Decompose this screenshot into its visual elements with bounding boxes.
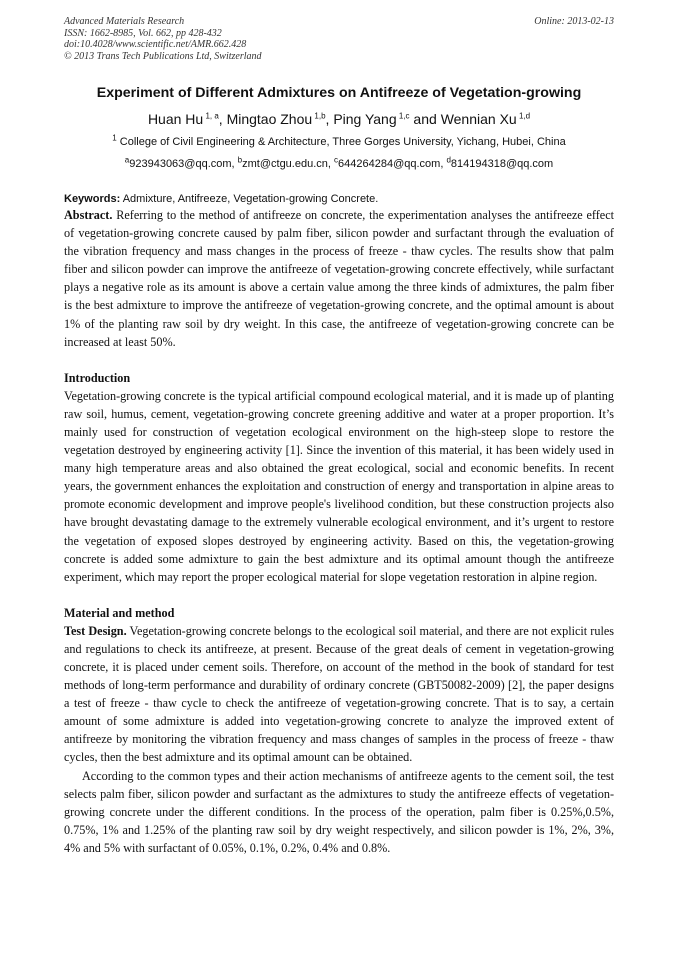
paper-title: Experiment of Different Admixtures on Antifreeze of Vegetation-growing xyxy=(96,85,582,101)
email-mark: d xyxy=(446,155,451,165)
paper-page xyxy=(64,16,614,857)
keywords xyxy=(64,192,614,206)
email-address[interactable]: 923943063@qq.com xyxy=(129,158,232,170)
author-name: Mingtao Zhou xyxy=(226,111,313,127)
abstract-label: Abstract. xyxy=(64,208,113,222)
test-design-label: Test Design. xyxy=(64,623,127,638)
section-heading-introduction: Introduction xyxy=(64,370,131,385)
issn-line: ISSN: 1662-8985, Vol. 662, pp 428-432 xyxy=(64,27,222,39)
author-separator: , xyxy=(218,111,227,127)
abstract xyxy=(64,206,614,351)
email-mark: b xyxy=(237,155,243,165)
email-mark: a xyxy=(124,155,130,165)
affiliation-text: College of Civil Engineering & Architecture, Three Gorges University, Yichang, Hubei, China xyxy=(119,136,566,148)
author-affiliation-mark: 1,d xyxy=(518,111,531,121)
keywords-text: Admixture, Antifreeze, Vegetation-growing Concrete. xyxy=(122,193,379,205)
journal-name: Advanced Materials Research xyxy=(64,16,185,27)
affiliation-mark: 1 xyxy=(112,133,117,143)
author-separator: , xyxy=(325,111,334,127)
doi-line: doi:10.4028/www.scientific.net/AMR.662.428 xyxy=(64,39,247,50)
affiliation xyxy=(64,135,614,149)
author-affiliation-mark: 1,c xyxy=(398,111,410,121)
author-name: Wennian Xu xyxy=(440,111,517,127)
author-list xyxy=(64,110,614,128)
online-date: Online: 2013-02-13 xyxy=(534,16,614,27)
introduction-paragraph: Vegetation-growing concrete is the typical artificial compound ecological material, and it is made up of planting raw soil, humus, cement, vegetation-growing concrete greening additive and water at a proper proportion. It’s mainly used for construction of vegetation ecological environment on the high-steep slope to restore the vegetation destroyed by engineering activity [1]. Since the invention of this material, it has been widely used in many high temperature areas and also obtained the great ecological, social and economic benefits. In recent years, the government enhances the exploitation and construction of energy and transportation in alpine areas to promote economic development and improve people's livelihood condition, but these construction projects also have brought devastating damage to the extremely vulnerable ecological environment, and it’s urgent to restore the vegetation of exposed slopes destroyed by engineering activity. Based on this, the vegetation-growing concrete is added some admixture to gain the best admixture and its optimal amount though the antifreeze experiment, which may report the proper ecological material for slope vegetation restoration in alpine region. xyxy=(64,388,614,584)
test-design-text: Vegetation-growing concrete belongs to the ecological soil material, and there are not explicit rules and regulations to check its antifreeze, at present. Because of the great deals of cement in vegetation-growing concrete, it is placed under cement soils. Therefore, on account of the method in the book of standard for test methods of long-term performance and durability of ordinary concrete (GBT50082-2009) [2], the paper designs a test of freeze - thaw cycle to check the antifreeze of vegetation-growing concrete. That is to say, a certain amount of some admixture is added into vegetation-growing concrete to analyze the improved extent of antifreeze by monitoring the vibration frequency and mass changes of samples in the process of freeze - thaw cycles, then the best admixture and its optimal amount can be obtained. xyxy=(64,623,615,765)
author-name: Ping Yang xyxy=(333,111,397,127)
journal-header xyxy=(64,16,614,66)
email-mark: c xyxy=(334,155,339,165)
copyright-line: © 2013 Trans Tech Publications Ltd, Switzerland xyxy=(64,50,262,62)
author-affiliation-mark: 1, a xyxy=(205,111,219,121)
email-list: $^a$923943063@qq.com, $^b$zmt@ctgu.edu.cn, $^c$644264284@qq.com, $^d$814194318@qq.com xyxy=(124,155,554,170)
email-address[interactable]: zmt@ctgu.edu.cn xyxy=(242,158,328,170)
author-affiliation-mark: 1,b xyxy=(314,111,326,121)
keywords-label: Keywords: xyxy=(64,193,121,205)
section-heading-material-method: Material and method xyxy=(64,605,175,620)
author-name: Huan Hu xyxy=(147,111,204,127)
abstract-text: Referring to the method of antifreeze on concrete, the experimentation analyses the antifreeze effect of vegetation-growing concrete caused by palm fiber, silicon powder and surfactant through the evaluation of the vibration frequency and mass changes in the process of freeze - thaw cycles. The results show that palm fiber and silicon powder can improve the antifreeze of vegetation-growing concrete effectively, while surfactant plays a negative role as its amount is above a certain value among the three kinds of admixtures, the palm fiber is the best admixture to improve the antifreeze of vegetation-growing concrete, and the optimal amount is about 1% of the planting raw soil by dry weight. In this case, the antifreeze of vegetation-growing concrete can be increased at least 50%. xyxy=(64,208,615,349)
admixture-paragraph: According to the common types and their action mechanisms of antifreeze agents to the cement soil, the test selects palm fiber, silicon powder and surfactant as the admixtures to study the antifreeze effects of vegetation-growing concrete under the different conditions. In the process of the operation, palm fiber is 0.25%,0.5%, 0.75%, 1% and 1.25% of the planting raw soil by dry weight respectively, and silicon powder is 1%, 2%, 3%, 4% and 5% with surfactant of 0.05%, 0.1%, 0.2%, 0.4% and 0.8%. xyxy=(64,768,614,855)
email-address[interactable]: 644264284@qq.com xyxy=(338,158,441,170)
journal-info xyxy=(64,16,262,62)
test-design-paragraph xyxy=(64,622,614,767)
author-separator: and xyxy=(409,111,441,127)
email-address[interactable]: 814194318@qq.com xyxy=(450,158,554,170)
